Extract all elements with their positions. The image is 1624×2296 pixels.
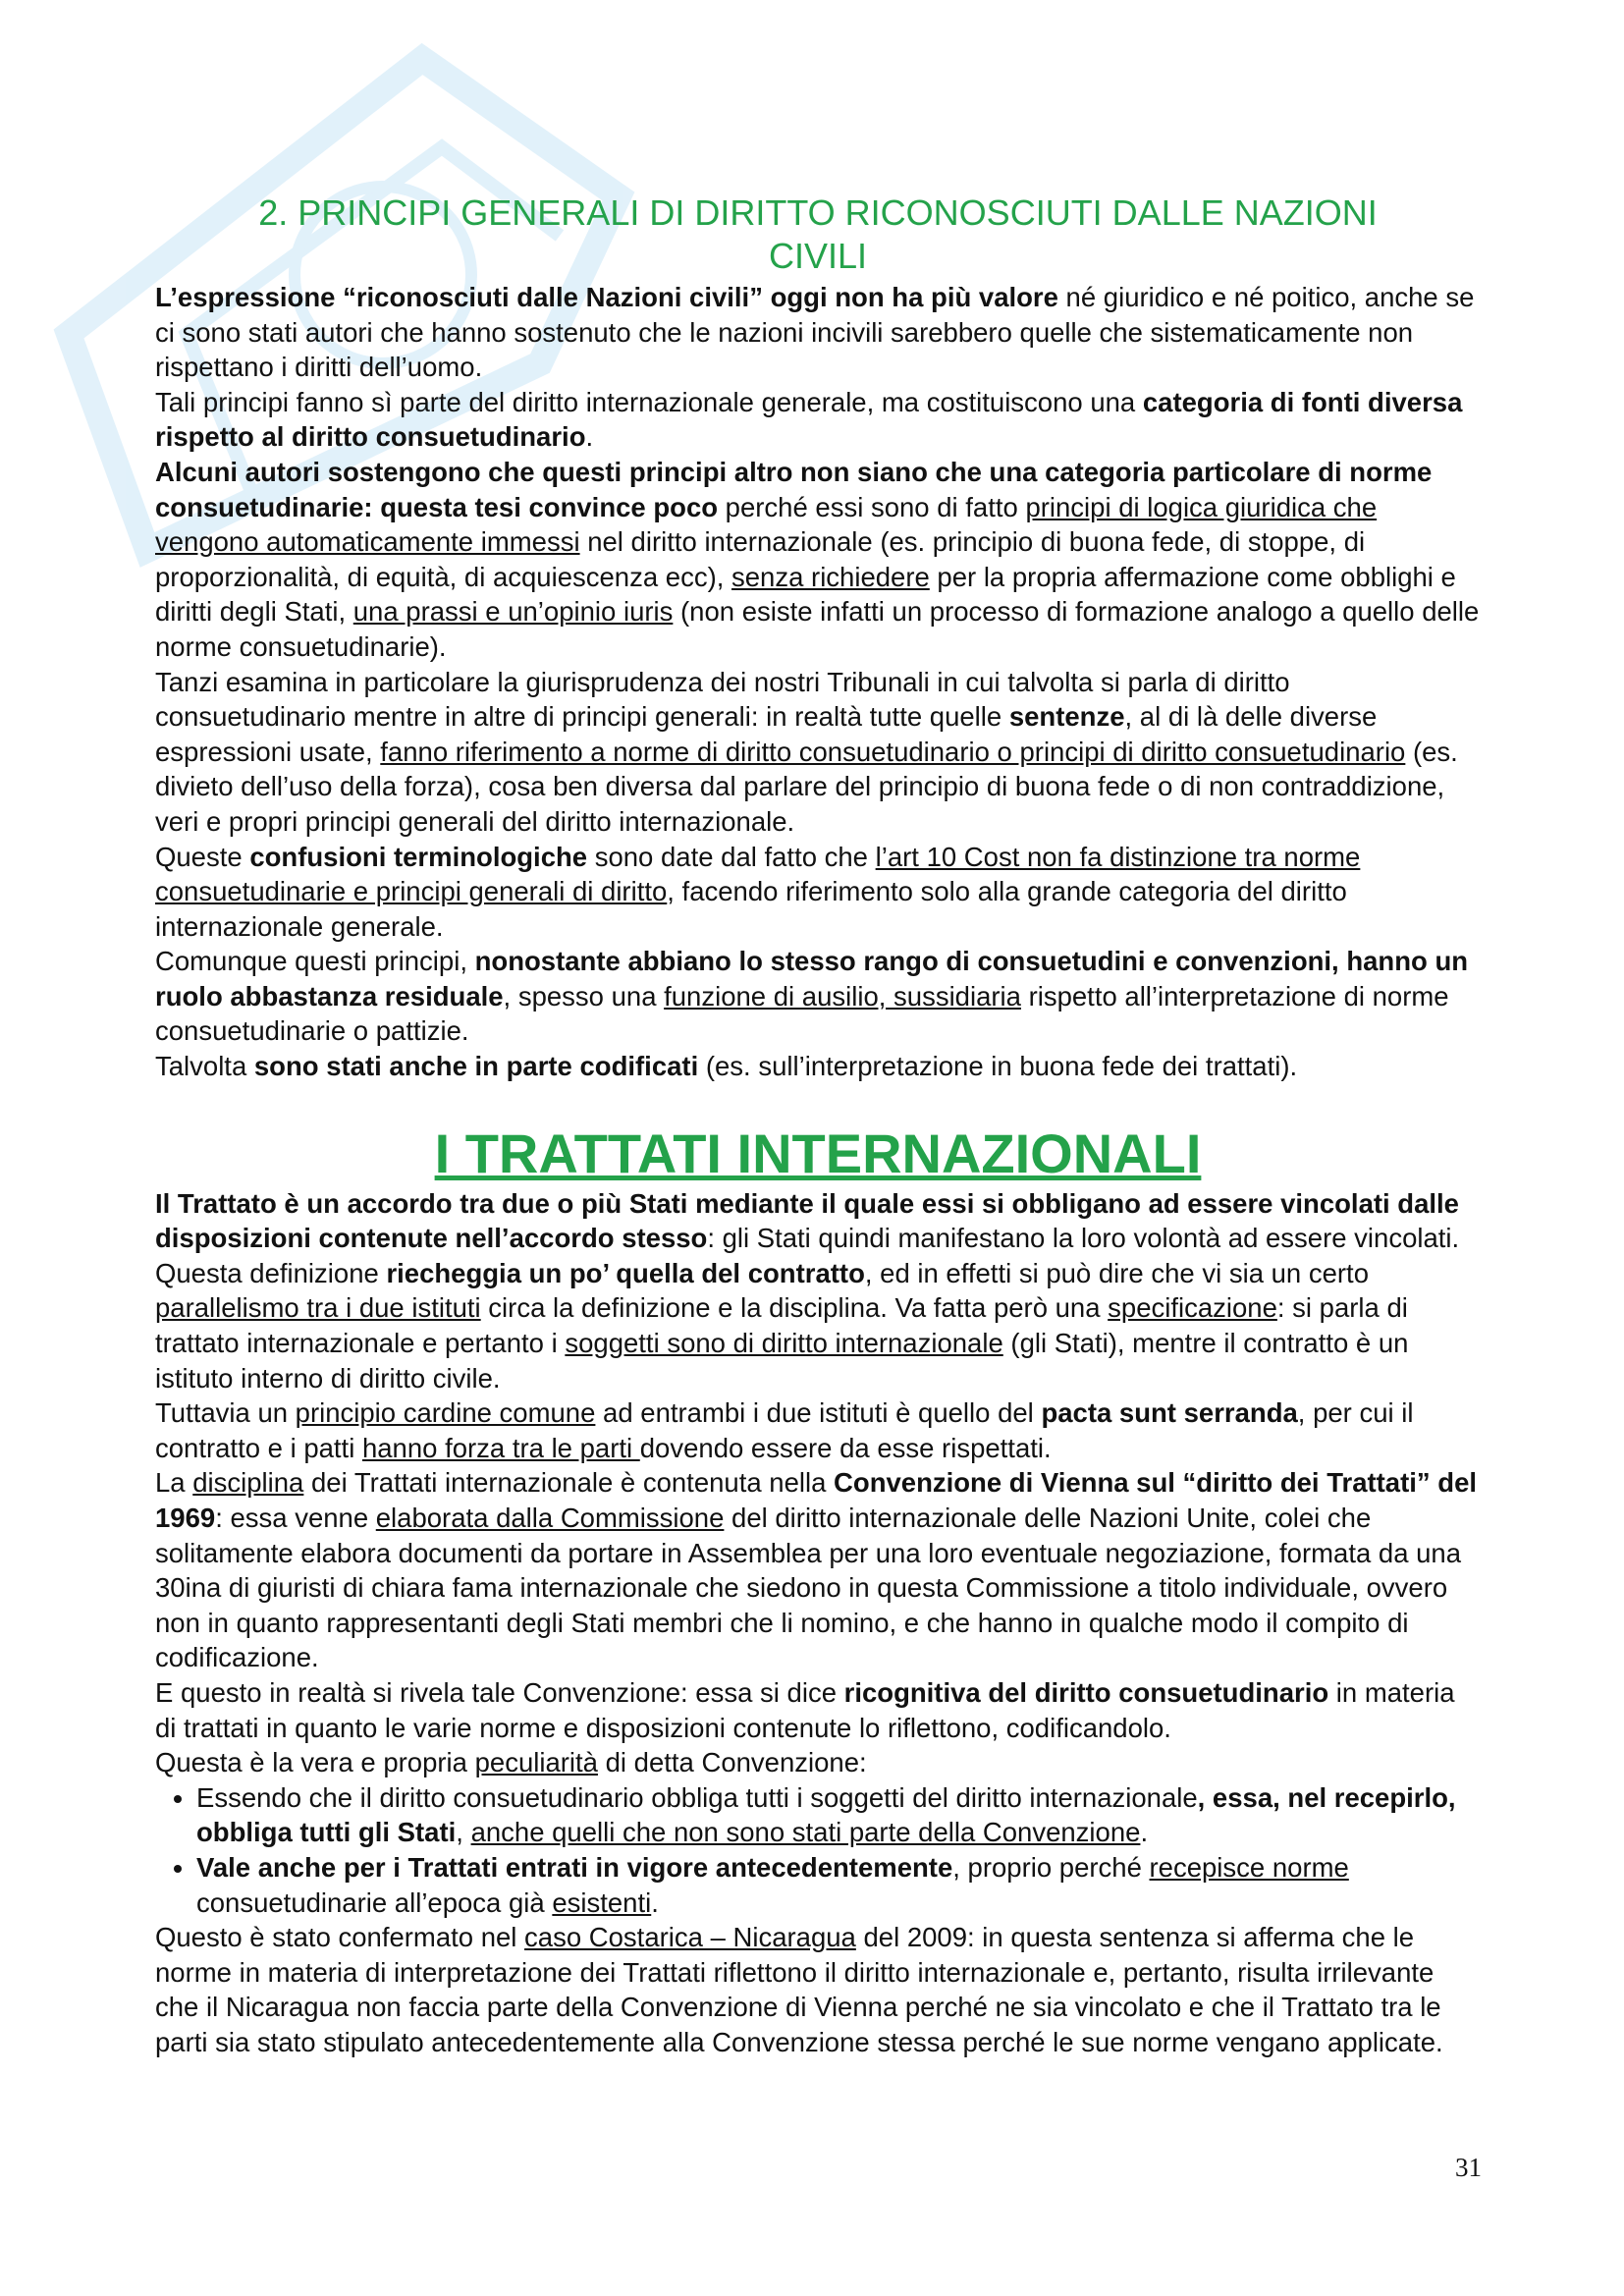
paragraph: Il Trattato è un accordo tra due o più Stati mediante il quale essi si obbligano ad essere vincolati dalle disposizioni contenute nell’accordo stesso: gli Stati quindi manifestano la loro volontà ad essere vincolati. [155, 1187, 1460, 1254]
paragraph: Talvolta sono stati anche in parte codificati (es. sull’interpretazione in buona fede dei trattati). [155, 1051, 1298, 1082]
trattati-heading: I TRATTATI INTERNAZIONALI [434, 1121, 1202, 1184]
paragraph: Questa è la vera e propria peculiarità di detta Convenzione: [155, 1747, 867, 1778]
paragraph: Tuttavia un principio cardine comune ad entrambi i due istituti è quello del pacta sunt serranda, per cui il contratto e i patti hanno forza tra le parti dovendo essere da esse rispettati. [155, 1397, 1414, 1463]
bullet-list [155, 1780, 1481, 1920]
paragraph: E questo in realtà si rivela tale Convenzione: essa si dice ricognitiva del diritto consuetudinario in materia di trattati in quanto le varie norme e disposizioni contenute lo riflettono, codificandolo. [155, 1676, 1455, 1743]
paragraph: Tali principi fanno sì parte del diritto internazionale generale, ma costituiscono una categoria di fonti diversa rispetto al diritto consuetudinario. [155, 386, 1463, 453]
paragraph: Comunque questi principi, nonostante abbiano lo stesso rango di consuetudini e convenzioni, hanno un ruolo abbastanza residuale, spesso una funzione di ausilio, sussidiaria rispetto all’interpretazione di norme consuetudinarie o pattizie. [155, 946, 1469, 1047]
paragraph: Tanzi esamina in particolare la giurisprudenza dei nostri Tribunali in cui talvolta si parla di diritto consuetudinario mentre in altre di principi generali: in realtà tutte quelle sentenze, al di là delle diverse espressioni usate, fanno riferimento a norme di diritto consuetudinario o principi di diritto consuetudinario (es. divieto dell’uso della forza), cosa ben diversa dal parlare del principio di buona fede o di non contraddizione, veri e propri principi generali del diritto internazionale. [155, 666, 1458, 837]
document-page [155, 191, 1481, 2060]
section-2-heading [155, 191, 1481, 278]
paragraph: Alcuni autori sostengono che questi principi altro non siano che una categoria particolare di norme consuetudinarie: questa tesi convince poco perché essi sono di fatto principi di logica giuridica che vengono automaticamente immessi nel diritto internazionale (es. principio di buona fede, di stoppe, di proporzionalità, di equità, di acquiescenza ecc), senza richiedere per la propria affermazione come obblighi e diritti degli Stati, una prassi e un’opinio iuris (non esiste infatti un processo di formazione analogo a quello delle norme consuetudinarie). [155, 456, 1480, 662]
paragraph: L’espressione “riconosciuti dalle Nazioni civili” oggi non ha più valore né giuridico e né poitico, anche se ci sono stati autori che hanno sostenuto che le nazioni incivili sarebbero quelle che sistematicamente non rispettano i diritti dell’uomo. [155, 282, 1475, 383]
list-item: • Vale anche per i Trattati entrati in vigore antecedentemente, proprio perché recepisce norme consuetudinarie all’epoca già esistenti. [196, 1850, 1481, 1920]
section-2-heading-line1: 2. PRINCIPI GENERALI DI DIRITTO RICONOSCIUTI DALLE NAZIONI [258, 192, 1378, 233]
paragraph: La disciplina dei Trattati internazionale è contenuta nella Convenzione di Vienna sul “diritto dei Trattati” del 1969: essa venne elaborata dalla Commissione del diritto internazionale delle Nazioni Unite, colei che solitamente elabora documenti da portare in Assemblea per una loro eventuale negoziazione, formata da una 30ina di giuristi di chiara fama internazionale che siedono in questa Commissione a titolo individuale, ovvero non in quanto rappresentanti degli Stati membri che li nomino, e che hanno in qualche modo il compito di codificazione. [155, 1467, 1478, 1673]
paragraph: Questo è stato confermato nel caso Costarica – Nicaragua del 2009: in questa sentenza si afferma che le norme in materia di interpretazione dei Trattati riflettono il diritto internazionale e, pertanto, risulta irrilevante che il Nicaragua non faccia parte della Convenzione di Vienna perché ne sia vincolato e che il Trattato tra le parti sia stato stipulato antecedentemente alla Convenzione stessa perché le sue norme vengano applicate. [155, 1922, 1443, 2057]
list-item: • Essendo che il diritto consuetudinario obbliga tutti i soggetti del diritto internazionale, essa, nel recepirlo, obbliga tutti gli Stati, anche quelli che non sono stati parte della Convenzione. [196, 1780, 1481, 1850]
paragraph: Queste confusioni terminologiche sono date dal fatto che l’art 10 Cost non fa distinzione tra norme consuetudinarie e principi generali di diritto, facendo riferimento solo alla grande categoria del diritto internazionale generale. [155, 841, 1361, 942]
paragraph: Questa definizione riecheggia un po’ quella del contratto, ed in effetti si può dire che vi sia un certo parallelismo tra i due istituti circa la definizione e la disciplina. Va fatta però una specificazione: si parla di trattato internazionale e pertanto i soggetti sono di diritto internazionale (gli Stati), mentre il contratto è un istituto interno di diritto civile. [155, 1257, 1409, 1394]
section-2-heading-line2: CIVILI [768, 236, 868, 276]
page-number: 31 [1455, 2153, 1482, 2182]
